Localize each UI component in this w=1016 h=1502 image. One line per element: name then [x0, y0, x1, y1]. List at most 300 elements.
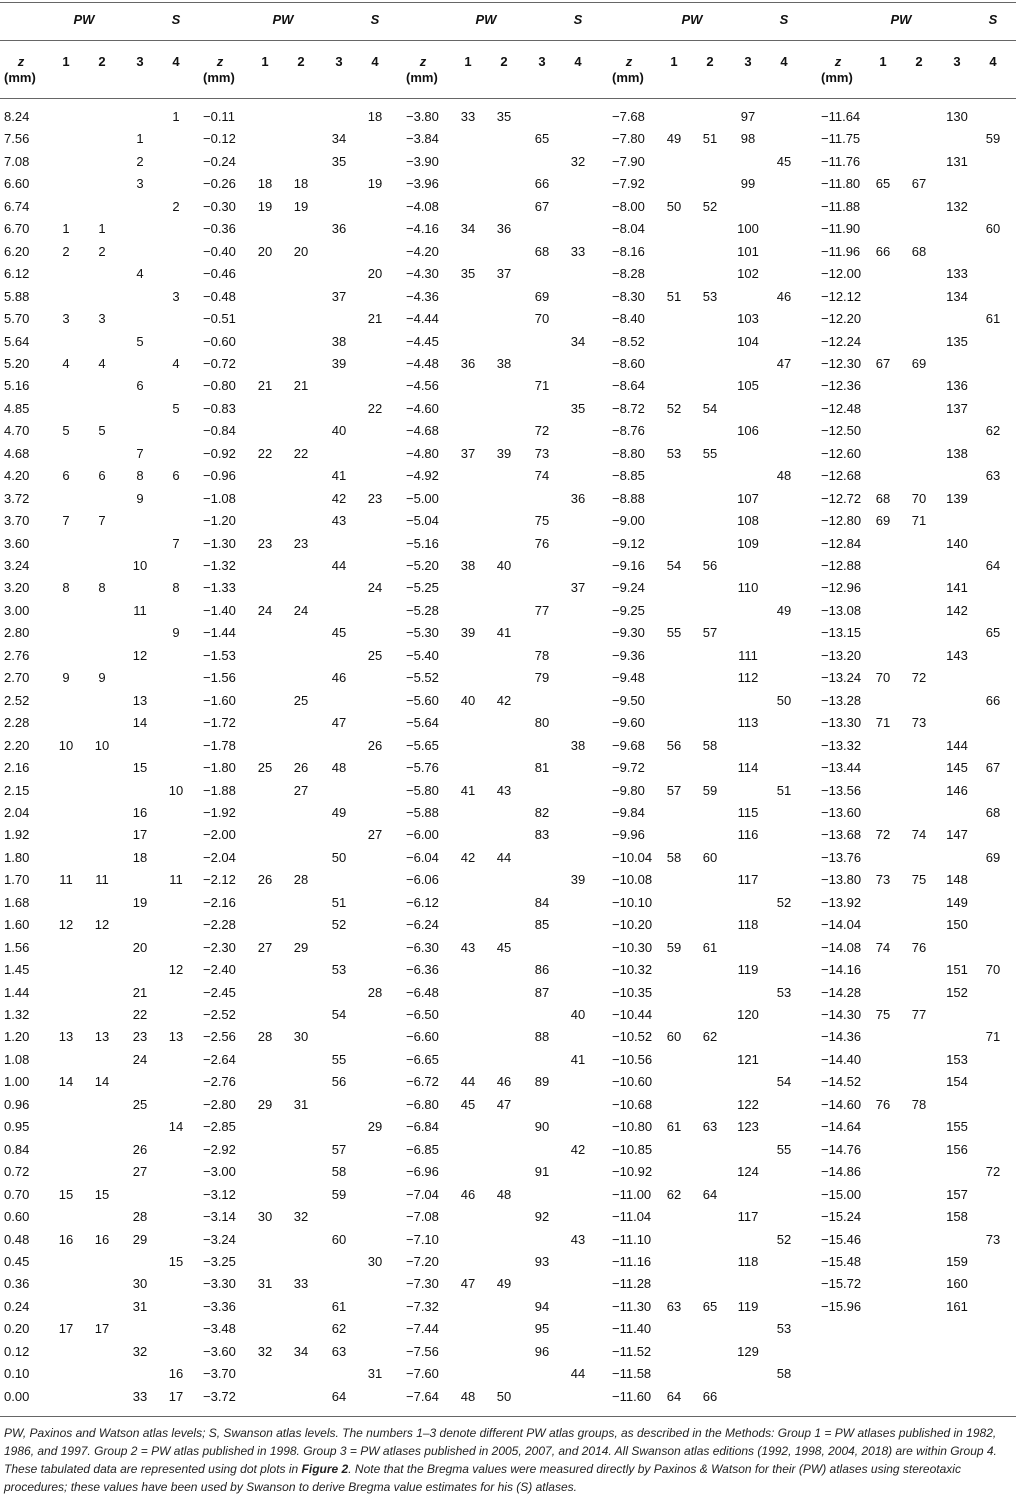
level-cell: 33	[293, 1276, 309, 1291]
level-cell: 92	[534, 1209, 550, 1224]
level-cell: 56	[666, 738, 682, 753]
level-cell: 14	[94, 1074, 110, 1089]
z-value: 0.45	[4, 1254, 30, 1269]
header-z-symbol: z	[625, 54, 633, 69]
z-value: −0.72	[203, 356, 236, 371]
level-cell: 54	[331, 1007, 347, 1022]
level-cell: 70	[534, 311, 550, 326]
z-value: −13.24	[821, 670, 862, 685]
level-cell: 68	[875, 491, 891, 506]
z-value: 3.60	[4, 536, 30, 551]
level-cell: 35	[496, 109, 512, 124]
figure-reference-link[interactable]: Figure 2	[301, 1462, 349, 1476]
level-cell: 39	[570, 872, 586, 887]
z-value: −13.56	[821, 783, 862, 798]
level-cell: 138	[946, 446, 968, 461]
z-value: 1.68	[4, 895, 30, 910]
level-cell: 22	[132, 1007, 148, 1022]
z-value: −15.48	[821, 1254, 862, 1269]
level-cell: 58	[331, 1164, 347, 1179]
level-cell: 43	[570, 1232, 586, 1247]
level-cell: 54	[702, 401, 718, 416]
z-value: −5.76	[406, 760, 439, 775]
z-value: −7.60	[406, 1366, 439, 1381]
level-cell: 58	[776, 1366, 792, 1381]
z-value: −12.80	[821, 513, 862, 528]
level-cell: 73	[911, 715, 927, 730]
level-cell: 3	[172, 289, 180, 304]
z-value: −2.56	[203, 1029, 236, 1044]
level-cell: 19	[367, 176, 383, 191]
z-value: −7.10	[406, 1232, 439, 1247]
level-cell: 15	[94, 1187, 110, 1202]
z-value: −10.60	[612, 1074, 653, 1089]
header-z-symbol: z	[17, 54, 25, 69]
level-cell: 73	[875, 872, 891, 887]
header-mid-rule	[0, 40, 1016, 41]
z-value: −9.30	[612, 625, 645, 640]
level-cell: 56	[331, 1074, 347, 1089]
level-cell: 74	[911, 827, 927, 842]
level-cell: 69	[534, 289, 550, 304]
z-value: −8.16	[612, 244, 645, 259]
z-value: −4.44	[406, 311, 439, 326]
level-cell: 26	[132, 1142, 148, 1157]
z-value: −3.48	[203, 1321, 236, 1336]
level-cell: 141	[946, 580, 968, 595]
level-cell: 65	[702, 1299, 718, 1314]
z-value: −14.36	[821, 1029, 862, 1044]
level-cell: 50	[666, 199, 682, 214]
level-cell: 140	[946, 536, 968, 551]
level-cell: 48	[460, 1389, 476, 1404]
z-value: −0.83	[203, 401, 236, 416]
level-cell: 8	[98, 580, 106, 595]
level-cell: 103	[737, 311, 759, 326]
level-cell: 59	[702, 783, 718, 798]
level-cell: 15	[132, 760, 148, 775]
z-value: −12.48	[821, 401, 862, 416]
z-value: −10.20	[612, 917, 653, 932]
header-col-3: 3	[953, 54, 961, 69]
z-value: −1.92	[203, 805, 236, 820]
z-value: −0.96	[203, 468, 236, 483]
level-cell: 80	[534, 715, 550, 730]
z-value: −14.52	[821, 1074, 862, 1089]
level-cell: 6	[98, 468, 106, 483]
z-value: −5.30	[406, 625, 439, 640]
level-cell: 6	[62, 468, 70, 483]
z-value: −0.84	[203, 423, 236, 438]
z-value: −1.78	[203, 738, 236, 753]
level-cell: 29	[367, 1119, 383, 1134]
z-value: −2.92	[203, 1142, 236, 1157]
level-cell: 44	[570, 1366, 586, 1381]
level-cell: 34	[570, 334, 586, 349]
level-cell: 60	[702, 850, 718, 865]
level-cell: 3	[98, 311, 106, 326]
level-cell: 40	[460, 693, 476, 708]
z-value: −2.85	[203, 1119, 236, 1134]
level-cell: 34	[460, 221, 476, 236]
z-value: −6.06	[406, 872, 439, 887]
z-value: −7.68	[612, 109, 645, 124]
level-cell: 117	[737, 872, 759, 887]
header-z	[406, 54, 440, 86]
z-value: −10.44	[612, 1007, 653, 1022]
z-value: −1.80	[203, 760, 236, 775]
z-value: 4.68	[4, 446, 30, 461]
level-cell: 3	[62, 311, 70, 326]
z-value: −10.32	[612, 962, 653, 977]
z-value: 2.70	[4, 670, 30, 685]
z-value: 6.74	[4, 199, 30, 214]
z-value: −3.84	[406, 131, 439, 146]
z-value: −1.60	[203, 693, 236, 708]
level-cell: 1	[98, 221, 106, 236]
level-cell: 41	[496, 625, 512, 640]
z-value: 0.70	[4, 1187, 30, 1202]
level-cell: 90	[534, 1119, 550, 1134]
z-value: 0.60	[4, 1209, 30, 1224]
z-value: −0.46	[203, 266, 236, 281]
level-cell: 31	[257, 1276, 273, 1291]
level-cell: 21	[257, 378, 273, 393]
level-cell: 57	[702, 625, 718, 640]
level-cell: 62	[702, 1029, 718, 1044]
level-cell: 11	[59, 872, 73, 887]
level-cell: 38	[331, 334, 347, 349]
z-value: −6.36	[406, 962, 439, 977]
z-value: −9.24	[612, 580, 645, 595]
level-cell: 46	[776, 289, 792, 304]
z-value: −4.08	[406, 199, 439, 214]
level-cell: 99	[740, 176, 756, 191]
level-cell: 23	[257, 536, 273, 551]
level-cell: 50	[331, 850, 347, 865]
level-cell: 53	[776, 1321, 792, 1336]
level-cell: 14	[132, 715, 148, 730]
z-value: −11.16	[612, 1254, 652, 1269]
z-value: −3.24	[203, 1232, 236, 1247]
z-value: −0.24	[203, 154, 236, 169]
z-value: 1.92	[4, 827, 30, 842]
z-value: −7.90	[612, 154, 645, 169]
level-cell: 38	[570, 738, 586, 753]
header-col-4: 4	[371, 54, 379, 69]
z-value: −2.80	[203, 1097, 236, 1112]
level-cell: 41	[570, 1052, 586, 1067]
z-value: −15.96	[821, 1299, 862, 1314]
level-cell: 9	[62, 670, 70, 685]
z-value: 6.20	[4, 244, 30, 259]
level-cell: 49	[666, 131, 682, 146]
z-value: 3.72	[4, 491, 30, 506]
z-value: 2.28	[4, 715, 30, 730]
level-cell: 28	[367, 985, 383, 1000]
header-col-2: 2	[98, 54, 106, 69]
level-cell: 75	[534, 513, 550, 528]
z-value: −2.00	[203, 827, 236, 842]
level-cell: 7	[172, 536, 180, 551]
z-value: −13.32	[821, 738, 862, 753]
z-value: 1.08	[4, 1052, 30, 1067]
level-cell: 69	[985, 850, 1001, 865]
z-value: −3.72	[203, 1389, 236, 1404]
level-cell: 25	[257, 760, 273, 775]
level-cell: 52	[776, 895, 792, 910]
level-cell: 105	[737, 378, 759, 393]
z-value: −13.30	[821, 715, 862, 730]
level-cell: 31	[132, 1299, 148, 1314]
level-cell: 7	[136, 446, 144, 461]
level-cell: 10	[168, 783, 184, 798]
level-cell: 97	[740, 109, 756, 124]
z-value: 0.10	[4, 1366, 30, 1381]
level-cell: 25	[293, 693, 309, 708]
z-value: −12.12	[821, 289, 862, 304]
z-value: −10.35	[612, 985, 653, 1000]
z-value: −1.32	[203, 558, 236, 573]
level-cell: 108	[737, 513, 759, 528]
z-value: −10.30	[612, 940, 653, 955]
z-value: −1.53	[203, 648, 236, 663]
table-bottom-rule	[0, 1416, 1016, 1417]
header-z-symbol: z	[834, 54, 842, 69]
z-value: −12.96	[821, 580, 862, 595]
level-cell: 24	[367, 580, 383, 595]
header-col-4: 4	[989, 54, 997, 69]
level-cell: 17	[58, 1321, 74, 1336]
level-cell: 78	[911, 1097, 927, 1112]
z-value: −4.36	[406, 289, 439, 304]
level-cell: 123	[737, 1119, 759, 1134]
level-cell: 49	[496, 1276, 512, 1291]
level-cell: 51	[702, 131, 718, 146]
level-cell: 18	[367, 109, 383, 124]
level-cell: 48	[331, 760, 347, 775]
z-value: −1.88	[203, 783, 236, 798]
level-cell: 48	[776, 468, 792, 483]
z-value: −4.45	[406, 334, 439, 349]
z-value: 0.48	[4, 1232, 30, 1247]
header-col-3: 3	[744, 54, 752, 69]
level-cell: 37	[460, 446, 476, 461]
level-cell: 72	[534, 423, 550, 438]
z-value: −6.85	[406, 1142, 439, 1157]
z-value: −8.85	[612, 468, 645, 483]
level-cell: 154	[946, 1074, 968, 1089]
z-value: 2.76	[4, 648, 30, 663]
level-cell: 63	[985, 468, 1001, 483]
level-cell: 78	[534, 648, 550, 663]
z-value: 6.12	[4, 266, 30, 281]
level-cell: 113	[737, 715, 759, 730]
level-cell: 11	[133, 603, 147, 618]
level-cell: 74	[875, 940, 891, 955]
level-cell: 25	[132, 1097, 148, 1112]
level-cell: 89	[534, 1074, 550, 1089]
z-value: −11.00	[612, 1187, 652, 1202]
level-cell: 47	[460, 1276, 476, 1291]
level-cell: 26	[293, 760, 309, 775]
level-cell: 46	[496, 1074, 512, 1089]
level-cell: 44	[460, 1074, 476, 1089]
z-value: −2.16	[203, 895, 236, 910]
z-value: −2.76	[203, 1074, 236, 1089]
level-cell: 24	[293, 603, 309, 618]
level-cell: 106	[737, 423, 759, 438]
level-cell: 42	[570, 1142, 586, 1157]
z-value: −12.00	[821, 266, 862, 281]
level-cell: 45	[331, 625, 347, 640]
level-cell: 110	[737, 580, 759, 595]
level-cell: 13	[168, 1029, 184, 1044]
level-cell: 43	[496, 783, 512, 798]
level-cell: 49	[331, 805, 347, 820]
z-value: −3.30	[203, 1276, 236, 1291]
level-cell: 15	[168, 1254, 184, 1269]
level-cell: 20	[367, 266, 383, 281]
level-cell: 13	[58, 1029, 74, 1044]
level-cell: 30	[132, 1276, 148, 1291]
z-value: −0.48	[203, 289, 236, 304]
z-value: −14.64	[821, 1119, 862, 1134]
level-cell: 96	[534, 1344, 550, 1359]
level-cell: 9	[136, 491, 144, 506]
level-cell: 60	[331, 1232, 347, 1247]
z-value: −9.50	[612, 693, 645, 708]
level-cell: 17	[132, 827, 148, 842]
level-cell: 82	[534, 805, 550, 820]
z-value: 0.24	[4, 1299, 30, 1314]
level-cell: 32	[257, 1344, 273, 1359]
level-cell: 27	[367, 827, 383, 842]
level-cell: 21	[293, 378, 309, 393]
z-value: −15.72	[821, 1276, 862, 1291]
z-value: −4.30	[406, 266, 439, 281]
level-cell: 52	[702, 199, 718, 214]
level-cell: 67	[911, 176, 927, 191]
z-value: −1.33	[203, 580, 236, 595]
z-value: −12.24	[821, 334, 862, 349]
z-value: 5.70	[4, 311, 30, 326]
z-value: 3.70	[4, 513, 30, 528]
level-cell: 55	[331, 1052, 347, 1067]
level-cell: 12	[168, 962, 184, 977]
z-value: −1.44	[203, 625, 236, 640]
level-cell: 109	[737, 536, 759, 551]
z-value: 2.52	[4, 693, 30, 708]
level-cell: 135	[946, 334, 968, 349]
z-value: −5.00	[406, 491, 439, 506]
level-cell: 13	[94, 1029, 110, 1044]
header-col-2: 2	[706, 54, 714, 69]
z-value: −2.40	[203, 962, 236, 977]
level-cell: 161	[946, 1299, 968, 1314]
z-value: 0.12	[4, 1344, 30, 1359]
level-cell: 95	[534, 1321, 550, 1336]
z-value: −8.88	[612, 491, 645, 506]
level-cell: 13	[132, 693, 148, 708]
header-z-symbol: z	[216, 54, 224, 69]
level-cell: 51	[776, 783, 792, 798]
header-pw: PW	[475, 12, 497, 27]
level-cell: 69	[911, 356, 927, 371]
level-cell: 9	[98, 670, 106, 685]
z-value: 5.64	[4, 334, 30, 349]
level-cell: 37	[570, 580, 586, 595]
level-cell: 42	[460, 850, 476, 865]
z-value: −7.64	[406, 1389, 439, 1404]
z-value: −3.70	[203, 1366, 236, 1381]
z-value: −8.52	[612, 334, 645, 349]
level-cell: 8	[172, 580, 180, 595]
level-cell: 14	[168, 1119, 184, 1134]
level-cell: 75	[875, 1007, 891, 1022]
level-cell: 8	[62, 580, 70, 595]
level-cell: 34	[331, 131, 347, 146]
z-value: −0.30	[203, 199, 236, 214]
level-cell: 145	[946, 760, 968, 775]
z-value: 5.20	[4, 356, 30, 371]
z-value: −8.04	[612, 221, 645, 236]
z-value: −0.40	[203, 244, 236, 259]
z-value: −7.80	[612, 131, 645, 146]
level-cell: 158	[946, 1209, 968, 1224]
level-cell: 65	[534, 131, 550, 146]
level-cell: 12	[58, 917, 74, 932]
level-cell: 57	[666, 783, 682, 798]
level-cell: 36	[460, 356, 476, 371]
level-cell: 76	[875, 1097, 891, 1112]
level-cell: 43	[460, 940, 476, 955]
level-cell: 16	[94, 1232, 110, 1247]
z-value: −5.28	[406, 603, 439, 618]
z-value: −12.84	[821, 536, 862, 551]
level-cell: 39	[496, 446, 512, 461]
level-cell: 114	[737, 760, 759, 775]
level-cell: 62	[985, 423, 1001, 438]
z-value: −3.12	[203, 1187, 236, 1202]
level-cell: 91	[534, 1164, 550, 1179]
level-cell: 39	[460, 625, 476, 640]
level-cell: 64	[666, 1389, 682, 1404]
level-cell: 61	[985, 311, 1001, 326]
level-cell: 54	[666, 558, 682, 573]
z-value: 1.60	[4, 917, 30, 932]
level-cell: 26	[257, 872, 273, 887]
level-cell: 58	[702, 738, 718, 753]
z-value: −4.20	[406, 244, 439, 259]
level-cell: 7	[98, 513, 106, 528]
footnote-text: PW, Paxinos and Watson atlas levels; S, Swanson atlas levels. The numbers 1–3 denote different PW atlas groups, as described in the Methods: Group 1 = PW atlases published in 1982, 1986, and 1997. Group 2 = PW atlas published in 1998. Group 3 = PW atlases published in 2005, 2007, and 2014. All Swanson atlas editions (1992, 1998, 2004, 2018) are within Group 4. These tabulated data are represented using dot plots in	[4, 1426, 997, 1476]
z-value: −8.40	[612, 311, 645, 326]
level-cell: 21	[367, 311, 383, 326]
level-cell: 67	[985, 760, 1001, 775]
level-cell: 53	[666, 446, 682, 461]
z-value: −0.92	[203, 446, 236, 461]
level-cell: 49	[776, 603, 792, 618]
z-value: −4.48	[406, 356, 439, 371]
z-value: −3.00	[203, 1164, 236, 1179]
header-s: S	[573, 12, 583, 27]
level-cell: 66	[985, 693, 1001, 708]
level-cell: 24	[132, 1052, 148, 1067]
z-value: −14.40	[821, 1052, 862, 1067]
level-cell: 115	[737, 805, 759, 820]
level-cell: 50	[776, 693, 792, 708]
